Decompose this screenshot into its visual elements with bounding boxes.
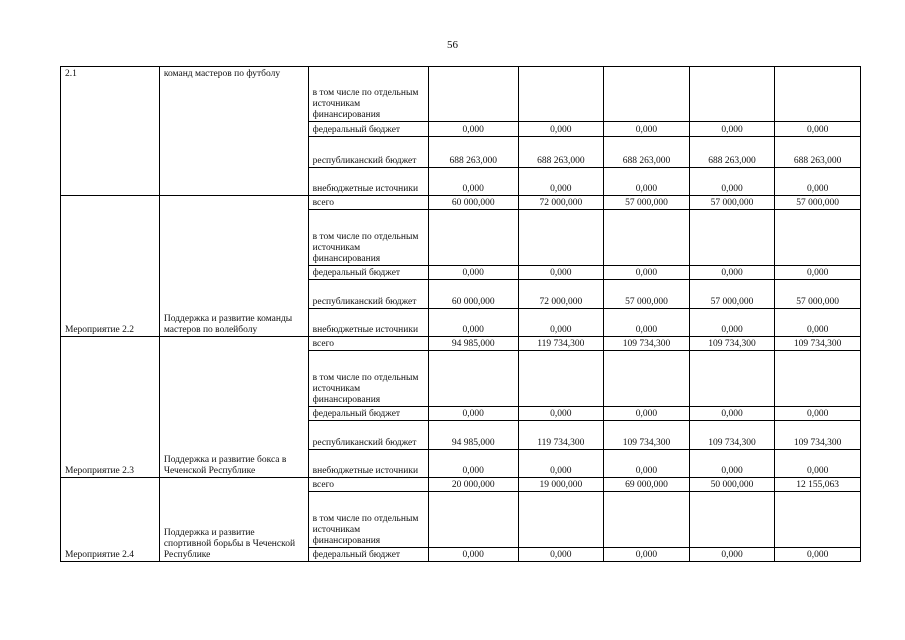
- amount-cell: [775, 210, 861, 266]
- amount-cell: [428, 351, 518, 407]
- funding-source: федеральный бюджет: [308, 548, 428, 562]
- amount-cell: [604, 67, 690, 122]
- amount-cell: 0,000: [518, 450, 604, 478]
- amount-cell: [604, 351, 690, 407]
- funding-source: в том числе по отдельным источникам финансирования: [308, 492, 428, 548]
- amount-cell: 72 000,000: [518, 196, 604, 210]
- amount-cell: 0,000: [775, 309, 861, 337]
- amount-cell: [518, 351, 604, 407]
- amount-cell: 0,000: [604, 266, 690, 280]
- amount-cell: 688 263,000: [604, 137, 690, 168]
- amount-cell: 688 263,000: [518, 137, 604, 168]
- table-row: [61, 196, 861, 210]
- amount-cell: 19 000,000: [518, 478, 604, 492]
- funding-source: федеральный бюджет: [308, 407, 428, 421]
- amount-cell: 109 734,300: [689, 421, 775, 450]
- amount-cell: 0,000: [689, 168, 775, 196]
- amount-cell: 0,000: [428, 548, 518, 562]
- measure-code: Мероприятие 2.2: [61, 196, 160, 337]
- amount-cell: 72 000,000: [518, 280, 604, 309]
- amount-cell: 109 734,300: [604, 421, 690, 450]
- amount-cell: 119 734,300: [518, 337, 604, 351]
- amount-cell: 0,000: [775, 407, 861, 421]
- amount-cell: 50 000,000: [689, 478, 775, 492]
- amount-cell: 0,000: [428, 168, 518, 196]
- amount-cell: 119 734,300: [518, 421, 604, 450]
- budget-table: [60, 66, 861, 562]
- amount-cell: [689, 67, 775, 122]
- amount-cell: 109 734,300: [604, 337, 690, 351]
- amount-cell: 0,000: [775, 266, 861, 280]
- amount-cell: 0,000: [518, 168, 604, 196]
- amount-cell: [775, 492, 861, 548]
- amount-cell: [428, 492, 518, 548]
- funding-source: республиканский бюджет: [308, 280, 428, 309]
- funding-source: в том числе по отдельным источникам финансирования: [308, 67, 428, 122]
- amount-cell: 60 000,000: [428, 196, 518, 210]
- measure-name: Поддержка и развитие команды мастеров по волейболу: [159, 196, 308, 337]
- amount-cell: 57 000,000: [604, 196, 690, 210]
- funding-source: в том числе по отдельным источникам финансирования: [308, 210, 428, 266]
- amount-cell: 20 000,000: [428, 478, 518, 492]
- amount-cell: 0,000: [518, 407, 604, 421]
- amount-cell: 688 263,000: [428, 137, 518, 168]
- amount-cell: 0,000: [428, 122, 518, 137]
- amount-cell: [689, 210, 775, 266]
- amount-cell: 0,000: [689, 450, 775, 478]
- amount-cell: 0,000: [604, 548, 690, 562]
- amount-cell: 60 000,000: [428, 280, 518, 309]
- amount-cell: [428, 67, 518, 122]
- funding-source: федеральный бюджет: [308, 266, 428, 280]
- table-row: [61, 67, 861, 122]
- amount-cell: 0,000: [428, 407, 518, 421]
- amount-cell: 0,000: [775, 450, 861, 478]
- amount-cell: 0,000: [428, 450, 518, 478]
- funding-source: республиканский бюджет: [308, 137, 428, 168]
- amount-cell: 0,000: [689, 309, 775, 337]
- amount-cell: 57 000,000: [775, 196, 861, 210]
- measure-code: 2.1: [61, 67, 160, 196]
- measure-name: Поддержка и развитие бокса в Чеченской Республике: [159, 337, 308, 478]
- amount-cell: 109 734,300: [775, 337, 861, 351]
- amount-cell: 94 985,000: [428, 421, 518, 450]
- amount-cell: 57 000,000: [689, 280, 775, 309]
- page-number: 56: [447, 39, 458, 51]
- amount-cell: 0,000: [689, 122, 775, 137]
- amount-cell: [518, 67, 604, 122]
- amount-cell: 57 000,000: [775, 280, 861, 309]
- amount-cell: 0,000: [775, 548, 861, 562]
- measure-name: команд мастеров по футболу: [159, 67, 308, 196]
- amount-cell: 57 000,000: [604, 280, 690, 309]
- measure-code: Мероприятие 2.3: [61, 337, 160, 478]
- funding-source: в том числе по отдельным источникам финансирования: [308, 351, 428, 407]
- funding-source: всего: [308, 337, 428, 351]
- amount-cell: [428, 210, 518, 266]
- amount-cell: 0,000: [518, 122, 604, 137]
- amount-cell: 0,000: [428, 266, 518, 280]
- table-row: [61, 478, 861, 492]
- amount-cell: [689, 351, 775, 407]
- amount-cell: 0,000: [604, 309, 690, 337]
- amount-cell: 0,000: [518, 548, 604, 562]
- amount-cell: 0,000: [604, 407, 690, 421]
- amount-cell: 0,000: [689, 266, 775, 280]
- amount-cell: 688 263,000: [689, 137, 775, 168]
- funding-source: внебюджетные источники: [308, 168, 428, 196]
- funding-source: всего: [308, 196, 428, 210]
- amount-cell: 0,000: [604, 122, 690, 137]
- amount-cell: 0,000: [518, 309, 604, 337]
- amount-cell: 688 263,000: [775, 137, 861, 168]
- measure-code: Мероприятие 2.4: [61, 478, 160, 562]
- funding-source: внебюджетные источники: [308, 450, 428, 478]
- amount-cell: [518, 492, 604, 548]
- amount-cell: 0,000: [604, 168, 690, 196]
- amount-cell: 0,000: [689, 548, 775, 562]
- budget-table-body: [61, 67, 861, 562]
- amount-cell: 57 000,000: [689, 196, 775, 210]
- table-row: [61, 337, 861, 351]
- measure-name: Поддержка и развитие спортивной борьбы в Чеченской Республике: [159, 478, 308, 562]
- amount-cell: 0,000: [775, 122, 861, 137]
- amount-cell: 109 734,300: [775, 421, 861, 450]
- funding-source: внебюджетные источники: [308, 309, 428, 337]
- funding-source: республиканский бюджет: [308, 421, 428, 450]
- funding-source: федеральный бюджет: [308, 122, 428, 137]
- amount-cell: 0,000: [775, 168, 861, 196]
- amount-cell: [604, 492, 690, 548]
- amount-cell: [604, 210, 690, 266]
- amount-cell: 94 985,000: [428, 337, 518, 351]
- funding-source: всего: [308, 478, 428, 492]
- amount-cell: [518, 210, 604, 266]
- amount-cell: [689, 492, 775, 548]
- amount-cell: [775, 67, 861, 122]
- amount-cell: 0,000: [428, 309, 518, 337]
- amount-cell: [775, 351, 861, 407]
- amount-cell: 0,000: [604, 450, 690, 478]
- amount-cell: 69 000,000: [604, 478, 690, 492]
- amount-cell: 0,000: [518, 266, 604, 280]
- amount-cell: 109 734,300: [689, 337, 775, 351]
- amount-cell: 0,000: [689, 407, 775, 421]
- amount-cell: 12 155,063: [775, 478, 861, 492]
